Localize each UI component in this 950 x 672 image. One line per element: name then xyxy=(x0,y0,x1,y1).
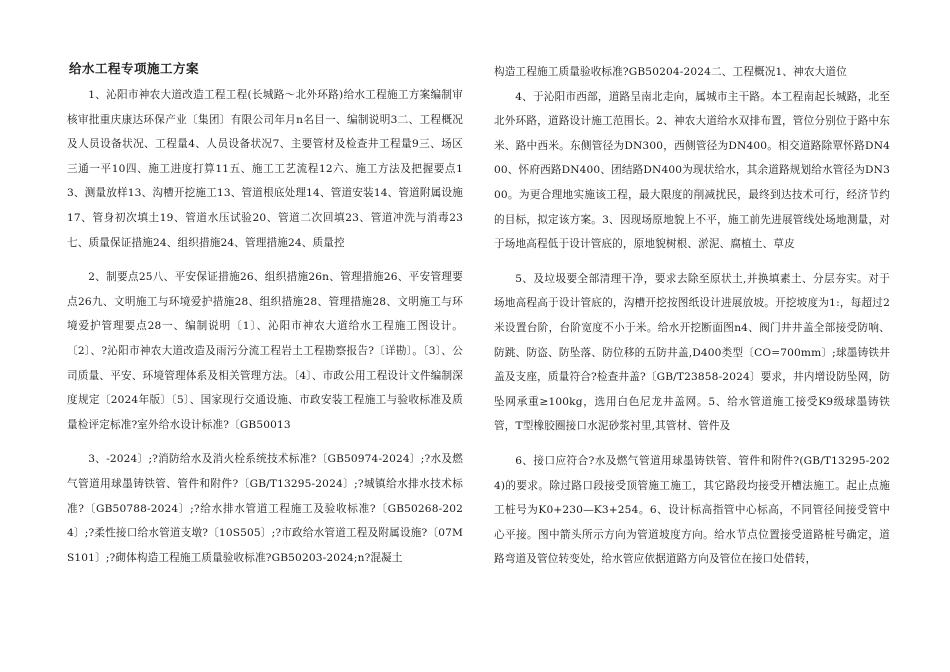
paragraph-2: 2、制要点25八、平安保证措施26、组织措施26n、管理措施26、平安管理要点26九、文明施工与环境爱护措施28、组织措施28、管理措施28、文明施工与环境爱护管理要点28一、编制说明〔1〕、沁阳市神农大道给水工程施工图设计。〔2〕、?沁阳市神农大道改造及雨污分流工程岩土工程勘察报告?〔详勘〕。〔3〕、公司质量、平安、环境管理体系及相关管理方法。〔4〕、市政公用工程设计文件编制深度规定〔2024年版〕〔5〕、国家现行交通设施、市政安装工程施工与验收标准及质量检评定标准?室外给水设计标准?〔GB50013 xyxy=(67,271,463,431)
paragraph-3: 3、-2024〕;?消防给水及消火栓系统技术标准?〔GB50974-2024〕;?水及燃气管道用球墨铸铁管、管件和附件?〔GB/T13295-2024〕;?城镇给水排水技术标准?〔GB50788-2024〕;?给水排水管道工程施工及验收标准?〔GB50268-2024〕;?柔性接口给水管道支墩?〔10S505〕;?市政给水管道工程及附属设施?〔07MS101〕;?砌体构造工程施工质量验收标准?GB50203-2024;n?混凝土 xyxy=(67,453,463,564)
paragraph-1: 1、沁阳市神农大道改造工程工程(长城路～北外环路)给水工程施工方案编制审核审批重庆康达环保产业〔集团〕有限公司年月n名目一、编制说明3二、工程概况及人员设备状况、工程量4、人员设备状况7、主要管材及检查井工程量9三、场区三通一平10四、施工进度打算11五、施工工艺流程12六、施工方法及把握要点13、测量放样13、沟槽开挖施工13、管道根底处理14、管道安装14、管道附属设施17、管身初次填土19、管道水压试验20、管道二次回填23、管道冲洗与消毒23七、质量保证措施24、组织措施24、管理措施24、质量控 xyxy=(67,89,463,249)
paragraph-gap xyxy=(67,255,463,265)
paragraph-gap xyxy=(67,437,463,447)
paragraph-5: 5、及垃圾要全部清理干净，要求去除至原状土,并换填素土、分层夯实。对于场地高程高于设计管底的，沟槽开挖按图纸设计进展放坡。开挖坡度为1:，每超过2米设置台阶，台阶宽度不小于米。给水开挖断面图n4、阀门井井盖全部接受防响、防跳、防盗、防坠落、防位移的五防井盖,D400类型〔CO=700mm〕;球墨铸铁井盖及支座，质量符合?检查井盖?〔GB/T23858-2024〕要求，井内增设防坠网，防坠网承重≥100kg，选用白色尼龙井盖网。5、给水管道施工接受K9级球墨铸铁管，T型橡胶圈接口水泥砂浆衬里,其管材、管件及 xyxy=(494,272,890,433)
paragraph-gap xyxy=(494,257,890,267)
paragraph-6: 6、接口应符合?水及燃气管道用球墨铸铁管、管件和附件?(GB/T13295-2024)的要求。除过路口段接受顶管施工施工，其它路段均接受开槽法施工。起止点施工桩号为K0+230—K3+254。6、设计标高指管中心标高，不同管径间接受管中心平接。图中箭头所示方向为管道坡度方向。给水节点位置接受道路桩号确定，道路弯道及管位转变处，给水管应依据道路方向及管位在接口处借转， xyxy=(494,454,890,566)
paragraph-4: 4、于沁阳市西部，道路呈南北走向，属城市主干路。本工程南起长城路，北至北外环路，道路设计施工范围长。2、神农大道给水双排布置，管位分别位于路中东米、路中西米。东侧管径为DN300，西侧管径为DN400。相交道路除覃怀路DN400、怀府西路DN400、团结路DN400为现状给水，其余道路规划给水管径为DN300。为更合理地实施该工程，最大限度的削减扰民，最终到达技术可行，经济节约的目标，拟定该方案。3、因现场原地貌上不平，施工前先进展管线处场地测量，对于场地高程低于设计管底的，原地貌树根、淤泥、腐植土、草皮 xyxy=(494,90,890,251)
paragraph-gap xyxy=(494,439,890,449)
paragraph-continued: 构造工程施工质量验收标准?GB50204-2024二、工程概况1、神农大道位 xyxy=(494,66,847,78)
document-title: 给水工程专项施工方案 xyxy=(69,61,200,76)
left-column xyxy=(67,60,463,570)
right-column xyxy=(494,60,890,572)
